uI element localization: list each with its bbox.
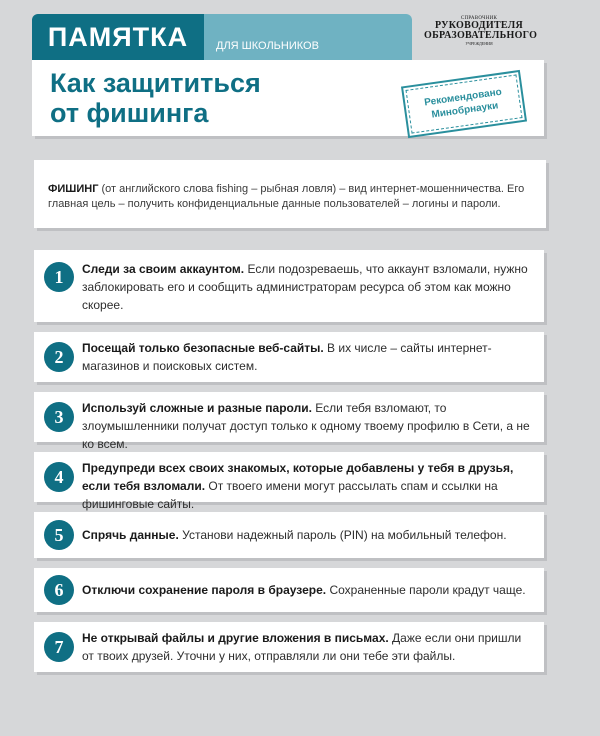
step-card-2 — [34, 332, 544, 382]
step-card-7 — [34, 622, 544, 672]
step-number-badge: 6 — [44, 575, 74, 605]
step-number-badge: 4 — [44, 462, 74, 492]
definition-text: (от английского слова fishing – рыбная ловля) – вид интернет-мошенничества. Его главная цель – получить конфиденциальные данные пользователей – логины и пароли. — [48, 183, 525, 210]
step-text — [82, 629, 532, 665]
step-description: В их числе – сайты интернет-магазинов и поисковых систем. — [82, 341, 492, 373]
step-title: Следи за своим аккаунтом. — [82, 262, 245, 276]
step-card-5 — [34, 512, 544, 558]
step-text — [82, 339, 532, 375]
page-title-line2: от фишинга — [50, 98, 209, 128]
step-number-badge: 3 — [44, 402, 74, 432]
step-number-badge: 1 — [44, 262, 74, 292]
step-card-4 — [34, 452, 544, 511]
step-number-badge: 2 — [44, 342, 74, 372]
definition-card — [34, 160, 546, 228]
step-card-3 — [34, 392, 544, 451]
header-tab-label: ПАМЯТКА — [47, 21, 189, 52]
header-subtitle: ДЛЯ ШКОЛЬНИКОВ — [216, 40, 319, 52]
step-text — [82, 260, 532, 314]
publisher-logo-line2: ОБРАЗОВАТЕЛЬНОГО — [424, 30, 538, 41]
step-description: От твоего имени могут рассылать спам и ссылки на фишинговые сайты. — [82, 479, 498, 511]
step-title: Предупреди всех своих знакомых, которые добавлены у тебя в друзья, если тебя взломали. — [82, 461, 514, 493]
step-text — [82, 526, 532, 544]
step-text — [82, 399, 532, 453]
step-description: Даже если они пришли от твоих друзей. Уточни у них, отправляли ли они тебе эти файлы. — [82, 631, 522, 663]
step-description: Сохраненные пароли крадут чаще. — [326, 583, 526, 597]
definition-paragraph — [48, 182, 536, 212]
step-title: Используй сложные и разные пароли. — [82, 401, 312, 415]
page-title-line1: Как защититься — [50, 68, 261, 98]
publisher-logo-top: СПРАВОЧНИК — [460, 16, 498, 21]
page-title — [50, 68, 261, 128]
step-description: Установи надежный пароль (PIN) на мобильный телефон. — [178, 528, 507, 542]
step-number-badge: 5 — [44, 520, 74, 550]
publisher-logo — [424, 16, 538, 46]
step-title: Отключи сохранение пароля в браузере. — [82, 583, 327, 597]
publisher-logo-bottom: УЧРЕЖДЕНИЯ — [465, 41, 493, 46]
step-card-6 — [34, 568, 544, 612]
step-card-1 — [34, 250, 544, 322]
step-title: Посещай только безопасные веб-сайты. — [82, 341, 324, 355]
approval-stamp-text: Рекомендовано Минобрнауки — [423, 86, 503, 121]
step-description: Если тебя взломают, то злоумышленники получат доступ только к одному твоему профилю в Сети, а не ко всем. — [82, 401, 530, 451]
step-title: Не открывай файлы и другие вложения в письмах. — [82, 631, 389, 645]
header-tab — [32, 14, 204, 60]
header-subtitle-band — [204, 14, 412, 60]
publisher-logo-line1: РУКОВОДИТЕЛЯ — [434, 20, 524, 31]
step-description: Если подозреваешь, что аккаунт взломали, нужно заблокировать его и сообщить администраторам ресурса об этом как можно скорее. — [82, 262, 528, 312]
step-text — [82, 459, 532, 513]
step-title: Спрячь данные. — [82, 528, 179, 542]
definition-term: ФИШИНГ — [48, 183, 99, 195]
step-text — [82, 581, 532, 599]
step-number-badge: 7 — [44, 632, 74, 662]
